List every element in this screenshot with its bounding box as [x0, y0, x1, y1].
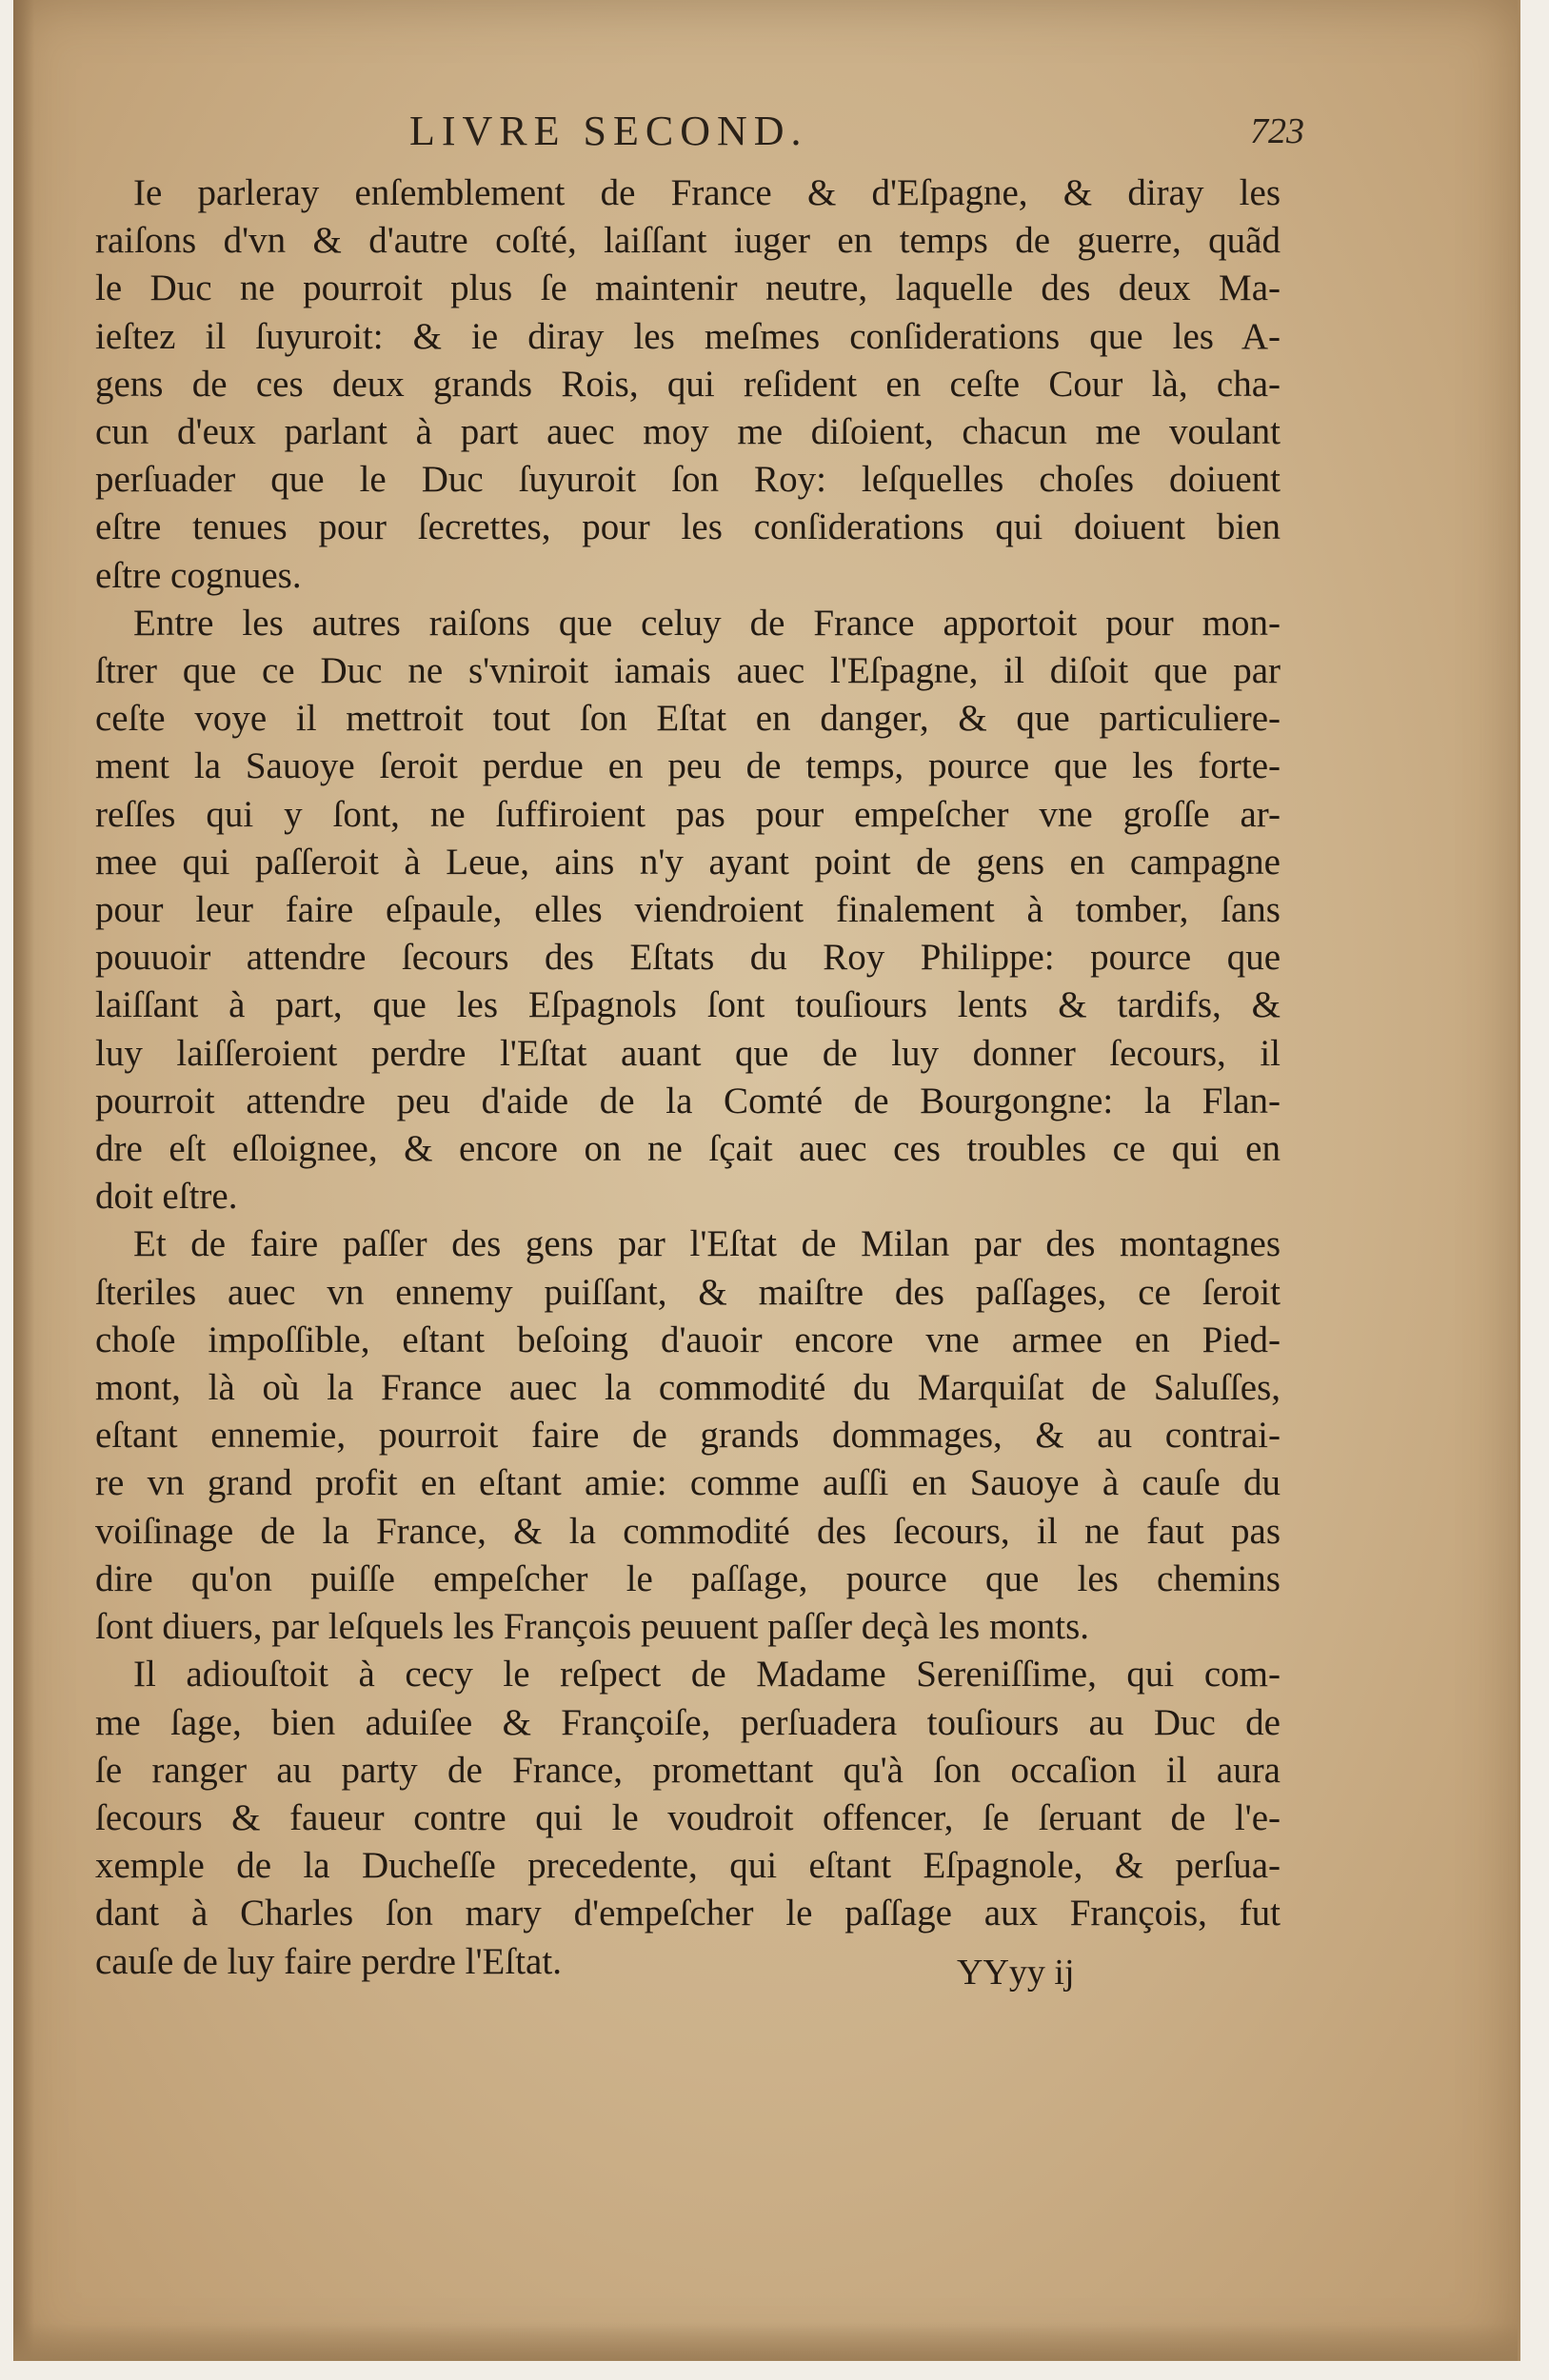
text-line: gens de ces deux grands Rois, qui reſident en ceſte Cour là, cha-: [95, 363, 1281, 405]
text-line: mee qui paſſeroit à Leue, ains n'y ayant point de gens en campagne: [95, 841, 1281, 883]
running-head: LIVRE SECOND.: [409, 108, 808, 154]
text-line: me ſage, bien aduiſee & Françoiſe, perſuadera touſiours au Duc de: [95, 1701, 1281, 1743]
text-line: pourroit attendre peu d'aide de la Comté de Bourgongne: la Flan-: [95, 1080, 1281, 1121]
text-line: re vn grand profit en eſtant amie: comme auſſi en Sauoye à cauſe du: [95, 1462, 1281, 1504]
text-line: voiſinage de la France, & la commodité des ſecours, il ne faut pas: [95, 1510, 1281, 1552]
text-line: ment la Sauoye ſeroit perdue en peu de temps, pource que les forte-: [95, 745, 1281, 787]
text-line: pour leur faire eſpaule, elles viendroient finalement à tomber, ſans: [95, 889, 1281, 931]
text-line: Et de faire paſſer des gens par l'Eſtat de Milan par des montagnes: [133, 1223, 1281, 1265]
text-line: mont, là où la France auec la commodité du Marquiſat de Saluſſes,: [95, 1367, 1281, 1409]
text-line: dre eſt eſloignee, & encore on ne ſçait auec ces troubles ce qui en: [95, 1128, 1281, 1170]
text-line: perſuader que le Duc ſuyuroit ſon Roy: leſquelles choſes doiuent: [95, 459, 1281, 501]
page-gutter-shadow: [13, 0, 34, 2361]
page-header: [95, 107, 1304, 164]
paragraph-3: [95, 1220, 1281, 1651]
text-line: laiſſant à part, que les Eſpagnols ſont touſiours lents & tardifs, &: [95, 984, 1281, 1026]
text-line: choſe impoſſible, eſtant beſoing d'auoir encore vne armee en Pied-: [95, 1319, 1281, 1360]
text-line: ſe ranger au party de France, promettant qu'à ſon occaſion il aura: [95, 1749, 1281, 1791]
text-line: pouuoir attendre ſecours des Eſtats du Roy Philippe: pource que: [95, 937, 1281, 979]
paragraph-1: [95, 169, 1281, 600]
text-line: cun d'eux parlant à part auec moy me diſoient, chacun me voulant: [95, 411, 1281, 453]
text-line: Entre les autres raiſons que celuy de France apportoit pour mon-: [133, 602, 1281, 644]
signature-mark: YYyy ij: [957, 1953, 1075, 1993]
text-line: cauſe de luy faire perdre l'Eſtat.: [95, 1940, 562, 1982]
text-line: ſecours & faueur contre qui le voudroit offencer, ſe ſeruant de l'e-: [95, 1796, 1281, 1838]
text-line: dire qu'on puiſſe empeſcher le paſſage, pource que les chemins: [95, 1557, 1281, 1599]
text-line: raiſons d'vn & d'autre coſté, laiſſant iuger en temps de guerre, quãd: [95, 220, 1281, 262]
paragraph-4: [95, 1651, 1281, 1985]
text-line: reſſes qui y ſont, ne ſuffiroient pas pour empeſcher vne groſſe ar-: [95, 793, 1281, 835]
paragraph-2: [95, 600, 1281, 1221]
text-line: doit eſtre.: [95, 1176, 238, 1218]
page-bottom-shadow: [13, 2323, 1518, 2361]
text-line: xemple de la Ducheſſe precedente, qui eſtant Eſpagnole, & perſua-: [95, 1845, 1281, 1887]
text-line: eſtre cognues.: [95, 554, 302, 596]
text-line: ſteriles auec vn ennemy puiſſant, & maiſtre des paſſages, ce ſeroit: [95, 1271, 1281, 1313]
text-line: le Duc ne pourroit plus ſe maintenir neutre, laquelle des deux Ma-: [95, 268, 1281, 309]
body-text: [95, 169, 1281, 1986]
text-line: ſtrer que ce Duc ne s'vniroit iamais auec l'Eſpagne, il diſoit que par: [95, 650, 1281, 692]
text-line: eſtre tenues pour ſecrettes, pour les conſiderations qui doiuent bien: [95, 506, 1281, 548]
text-line: ieſtez il ſuyuroit: & ie diray les meſmes conſiderations que les A-: [95, 315, 1281, 357]
text-line: luy laiſſeroient perdre l'Eſtat auant que de luy donner ſecours, il: [95, 1032, 1281, 1074]
text-line: ceſte voye il mettroit tout ſon Eſtat en danger, & que particuliere-: [95, 698, 1281, 740]
text-line: Il adiouſtoit à cecy le reſpect de Madame Sereniſſime, qui com-: [133, 1654, 1281, 1696]
text-line: ſont diuers, par leſquels les François peuuent paſſer deçà les monts.: [95, 1606, 1090, 1648]
text-line: dant à Charles ſon mary d'empeſcher le paſſage aux François, fut: [95, 1893, 1281, 1934]
page-number: 723: [1250, 111, 1304, 151]
text-line: Ie parleray enſemblement de France & d'Eſpagne, & diray les: [133, 172, 1281, 213]
text-line: eſtant ennemie, pourroit faire de grands dommages, & au contrai-: [95, 1415, 1281, 1457]
